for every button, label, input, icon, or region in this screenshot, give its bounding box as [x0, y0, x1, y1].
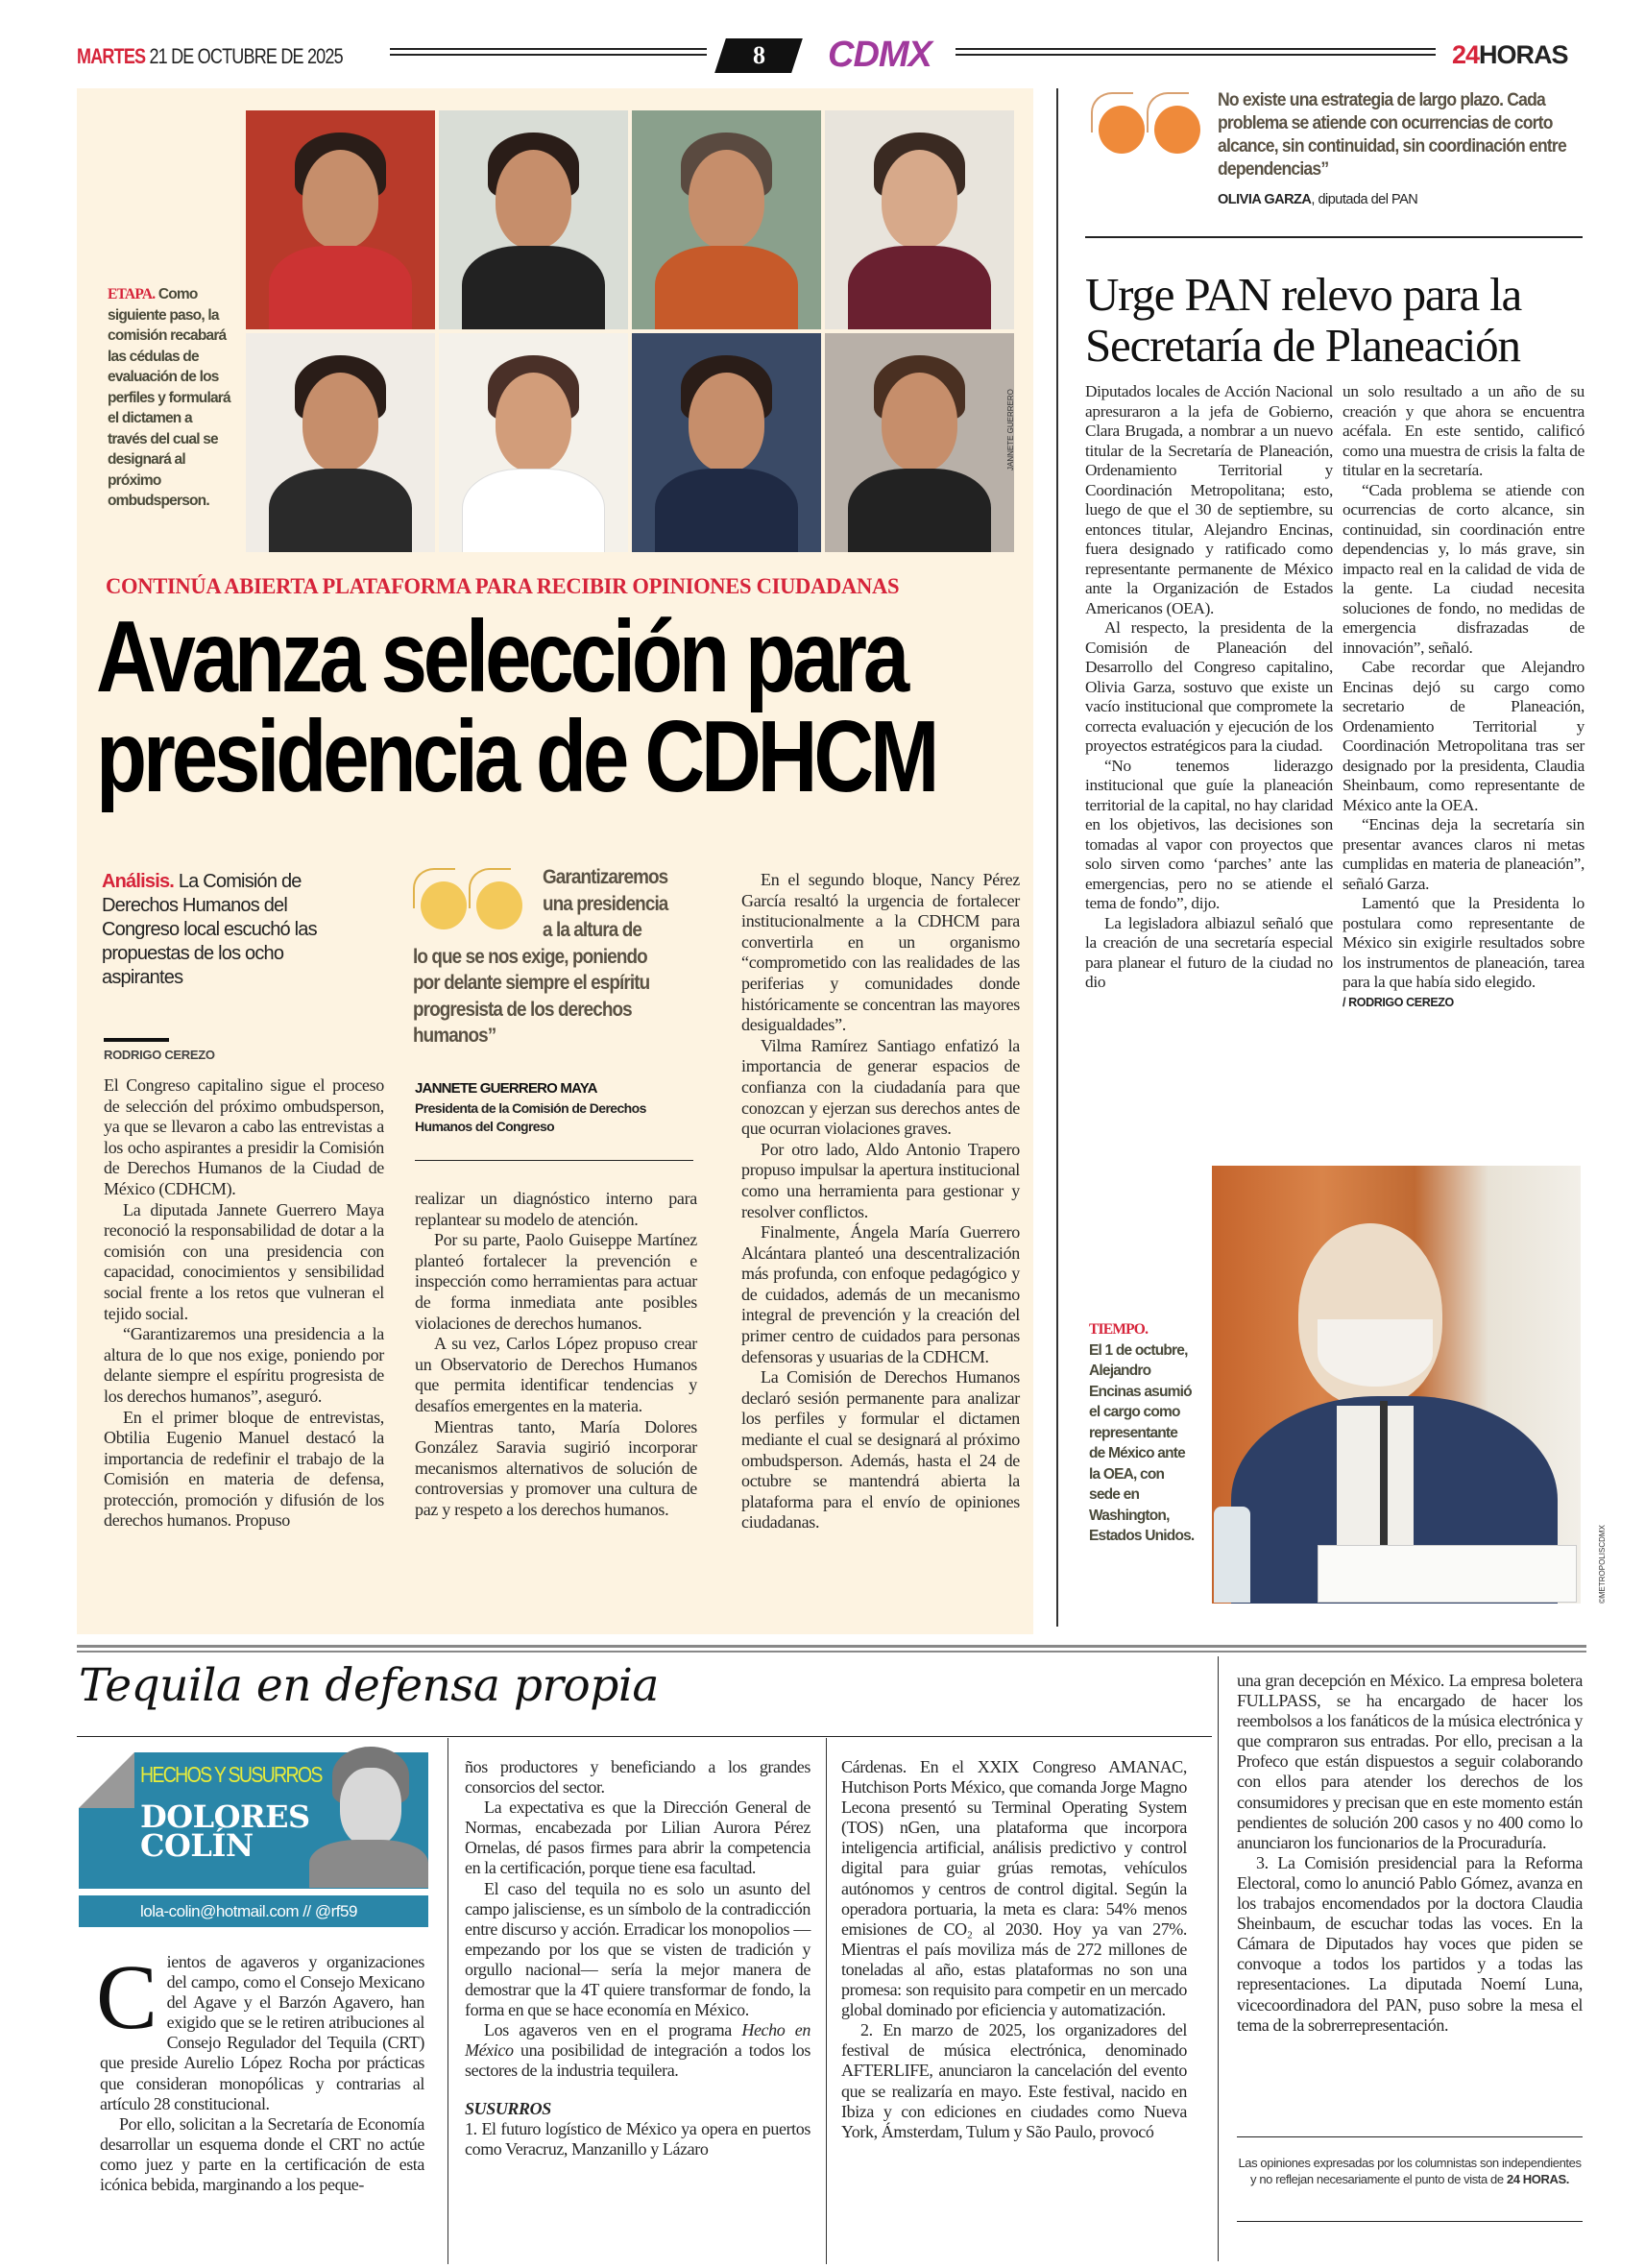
pull-quote-rule: [415, 1160, 693, 1161]
side-pull-quote-text: No existe una estrategia de largo plazo. Cada problema se atiende con ocurrencias de corto alcance, sin continuidad, sin coordinación entre dependencias”: [1218, 89, 1566, 180]
disclaimer: Las opiniones expresadas por los columnistas son independientes y no reflejan necesariamente el punto de vista de 24 HORAS.: [1238, 2156, 1582, 2186]
candidate-photo: [439, 110, 628, 329]
column-divider: [1056, 88, 1058, 1627]
section-separator: [77, 1645, 1586, 1653]
photo-credit: JANNETE GUERRERO: [1006, 389, 1015, 470]
column-divider: [1218, 1656, 1219, 2261]
side-photo-credit: ©METROPOLISCDMX: [1598, 1525, 1607, 1604]
side-pull-quote-attribution: OLIVIA GARZA, diputada del PAN: [1218, 192, 1418, 207]
columnist-name: DOLORES COLÍN: [140, 1798, 310, 1864]
banner-fold: [79, 1752, 134, 1808]
column-text-4: una gran decepción en México. La empresa boletera FULLPASS, se ha encargado de hacer los reembolsos a los fanáticos de la música electrónica y que compraron sus entradas. Por ello, precisan a la Profeco que están dispuestos a seguir colaborando con ellos para atender los derechos de los consumidores y precisan que en este momento están pendientes de solución 200 casos y no 400 como lo anunciaron los funcionarios de la Procuraduría. 3. La Comisión presidencial para la Reforma Electoral, como lo anunció Pablo Gómez, avanza en los trabajos encomendados por la doctora Claudia Sheinbaum, de escuchar todas las voces. En la Cámara de Diputados hay voces que piden se convoque a todos los partidos y a todas las representaciones. La diputada Noemí Luna, vicecoordinadora del PAN, puso sobre la mesa el tema de la sobrerrepresentación.: [1237, 1671, 1583, 2035]
side-photo-caption: TIEMPO. El 1 de octubre, Alejandro Encinas asumió el cargo como representante de México ante la OEA, con sede en Washington, Estados Unidos.: [1089, 1321, 1195, 1544]
columnist-banner: [79, 1752, 428, 1918]
pull-quote-role: Presidenta de la Comisión de Derechos Humanos del Congreso: [415, 1100, 646, 1134]
candidate-photo: [246, 110, 435, 329]
story-byline: RODRIGO CEREZO: [104, 1048, 215, 1062]
candidates-photo-grid: [246, 110, 1014, 552]
pull-quote-name: JANNETE GUERRERO MAYA: [415, 1080, 597, 1097]
column-section-name: HECHOS Y SUSURROS: [140, 1762, 322, 1787]
story-headline: Avanza selección para presidencia de CDHCM: [96, 600, 936, 813]
header-rule-right: [956, 48, 1436, 56]
column-divider: [826, 1738, 827, 2264]
column-text-3: Cárdenas. En el XXIX Congreso AMANAC, Hutchison Ports México, que comanda Jorge Magno Lecona presentó su Terminal Operating System (TOS) nGen, una plataforma que incorpora inteligencia artificial, análisis predictivo y control digital para guiar grúas remotas, vehículos autónomos y centros de control digital. Según la operadora portuaria, la meta es clara: 54% menos emisiones de CO₂ al 2030. Hoy ya van 27%. Mientras el país moviliza más de 272 millones de toneladas al año, estas plataformas no son una promesa: son requisito para competir en un mercado global dominado por eficiencia y automatización. 2. En marzo de 2025, los organizadores del festival de música electrónica, denominado AFTERLIFE, anunciaron la cancelación del evento que se realizaría en mayo. Este festival, nacido en Ibiza y con ediciones en ciudades como Nueva York, Ámsterdam, Tulum y São Paulo, provocó: [841, 1757, 1187, 2141]
side-byline: / RODRIGO CEREZO: [1343, 995, 1454, 1009]
photo-subject-beard: [1318, 1319, 1433, 1387]
side-rule: [1085, 236, 1583, 238]
side-story-headline: Urge PAN relevo para la Secretaría de Planeación: [1085, 268, 1522, 372]
section-name: CDMX: [828, 35, 931, 75]
microphone-icon: [1380, 1401, 1388, 1564]
story-kicker: CONTINÚA ABIERTA PLATAFORMA PARA RECIBIR OPINIONES CIUDADANAS: [106, 574, 900, 598]
columnist-contact[interactable]: lola-colin@hotmail.com // @rf59: [79, 1895, 428, 1927]
byline-rule: [104, 1038, 169, 1042]
candidate-photo: [246, 333, 435, 552]
story-summary: Análisis. La Comisión de Derechos Humanos del Congreso local escuchó las propuestas de los ocho aspirantes: [102, 871, 317, 988]
title-rule: [77, 1736, 1212, 1737]
photo-caption: ETAPA. Como siguiente paso, la comisión recabará las cédulas de evaluación de los perfiles y formulará el dictamen a través del cual se designará al próximo ombudsperson.: [108, 286, 230, 509]
candidate-photo: [825, 333, 1014, 552]
page-number: 8: [714, 38, 803, 73]
columnist-portrait: [309, 1739, 428, 1888]
story-column-3: En el segundo bloque, Nancy Pérez García resaltó la urgencia de fortalecer institucionalmente a la CDHCM para convertirla en un organismo “comprometido con las realidades de las periferias y comunidades donde históricamente se concentran las mayores desigualdades”. Vilma Ramírez Santiago enfatizó la importancia de generar espacios de confianza con la ciudadanía para que conozcan y ejerzan sus derechos antes de que ocurran violaciones graves. Por otro lado, Aldo Antonio Trapero propuso impulsar la apertura institucional como una herramienta para gestionar y resolver conflictos. Finalmente, Ángela María Guerrero Alcántara planteó una descentralización más profunda, con enfoque pedagógico y de cuidados, además de un mecanismo integral de prevención y la creación del primer centro de cuidados para personas defensoras y usuarias de la CDHCM. La Comisión de Derechos Humanos declaró sesión permanente para analizar los perfiles y formular el dictamen mediante el cual se designará al próximo ombudsperson. Además, hasta el 24 de octubre se mantendrá abierta la plataforma para el envío de opiniones ciudadanas.: [741, 870, 1020, 1532]
disclaimer-rule: [1237, 2136, 1583, 2137]
story-column-2: realizar un diagnóstico interno para replantear su modelo de atención. Por su parte, Paolo Guiseppe Martínez planteó fortalecer la prevención e inspección como herramientas para actuar de forma inmediata ante posibles violaciones de derechos humanos. A su vez, Carlos López propuso crear un Observatorio de Derechos Humanos que permita identificar tendencias y desafíos emergentes en la materia. Mientras tanto, María Dolores González Saravia sugirió incorporar mecanismos alternativos de solución de controversias y promover una cultura de paz y respeto a los derechos humanos.: [415, 1189, 697, 1519]
susurros-heading: SUSURROS: [465, 2098, 551, 2118]
quote-marks-icon: [1099, 106, 1200, 154]
newspaper-logo: 24HORAS: [1452, 40, 1568, 69]
name-placard: [1318, 1545, 1577, 1603]
story-column-1: El Congreso capitalino sigue el proceso de selección del próximo ombudsperson, ya que se llevaron a cabo las entrevistas a los ocho aspirantes a presidir la Comisión de Derechos Humanos de la Ciudad de México (CDHCM). La diputada Jannete Guerrero Maya reconoció la responsabilidad de dotar a la comisión con una presidencia con capacidad, conocimientos y sensibilidad social frente a los retos que vulneran el tejido social. “Garantizaremos una presidencia a la altura de lo que nos exige, poniendo por delante siempre el espíritu progresista de los derechos humanos”, aseguró. En el primer bloque de entrevistas, Obtilia Eugenio Manuel destacó la importancia de redefinir el trabajo de la Comisión en materia de defensa, protección, promoción y difusión de los derechos humanos. Propuso: [104, 1075, 384, 1531]
issue-date: [77, 44, 343, 69]
column-text-1: C ientos de agaveros y organizaciones del campo, como el Consejo Mexicano del Agave y el Barzón Agavero, han exigido que se le retiren atribuciones al Consejo Regulador del Tequila (CRT) que preside Aurelio López Rocha por prácticas que consideran monopólicas y contrarias al artículo 28 constitucional. Por ello, solicitan a la Secretaría de Economía desarrollar un esquema donde el CRT no actúe como juez y parte en la certificación de esta icónica bebida, marginando a los peque-: [96, 1945, 424, 2195]
header-rule-left: [390, 48, 707, 56]
disclaimer-rule: [1237, 2221, 1583, 2222]
column-title: Tequila en defensa propia: [79, 1659, 659, 1712]
issue-date-text: 21 DE OCTUBRE DE 2025: [149, 44, 343, 68]
issue-day: MARTES: [77, 44, 146, 68]
column-text-2: ños productores y beneficiando a los grandes consorcios del sector. La expectativa es que la Dirección General de Normas, encabezada por Lilian Aurora Pérez Ornelas, dé pasos firmes para abrir la competencia en la certificación, porque tiene esa facultad. El caso del tequila no es solo un asunto del campo jalisciense, es un símbolo de la contradicción entre discurso y acción. Erradicar los monopolios —empezando por los que se visten de tradición y orgullo nacional— sería la mejor manera de demostrar que la 4T quiere transformar de fondo, la forma en que se hace economía en México. Los agaveros ven en el programa Hecho en México una posibilidad de integración a todos los sectores de la industria tequilera. SUSURROS 1. El futuro logístico de México ya opera en puertos como Veracruz, Manzanillo y Lázaro: [465, 1757, 810, 2159]
candidate-photo: [632, 110, 821, 329]
pull-quote: Garantizaremos una presidencia a la altura de lo que se nos exige, poniendo por delante siempre el espíritu progresista de los derechos humanos”: [413, 866, 668, 1047]
drop-cap: C: [96, 1945, 157, 2048]
candidate-photo: [632, 333, 821, 552]
side-column-2: un solo resultado a un año de su creación y que ahora se encuentra acéfala. En este sentido, calificó como una muestra de crisis la falta de titular en la secretaría. “Cada problema se atiende con ocurrencias de corto alcance, sin continuidad, sin coordinación entre dependencias y, lo más grave, sin impacto real en la calidad de vida de la gente. La ciudad necesita soluciones de fondo, no medidas de emergencia disfrazadas de innovación”, señaló. Cabe recordar que Alejandro Encinas dejó su cargo como secretario de Planeación, Ordenamiento Territorial y Coordinación Metropolitana tras ser designado por la presidenta, Claudia Sheinbaum, como representante de México ante la OEA. “Encinas deja la secretaría sin presentar avances claros ni metas cumplidas en materia de planeación”, señaló Garza. Lamentó que la Presidenta lo postulara como representante de México sin exigirle resultados sobre los instrumentos de planeación, tarea para la que había sido elegido. / RODRIGO CEREZO: [1343, 382, 1585, 1012]
candidate-photo: [439, 333, 628, 552]
encinas-photo: [1212, 1166, 1581, 1604]
candidate-photo: [825, 110, 1014, 329]
side-column-1: Diputados locales de Acción Nacional apresuraron a la jefa de Gobierno, Clara Brugada, a nombrar a un nuevo titular de la Secretaría de Planeación, Ordenamiento Territorial y Coordinación Metropolitana; esto, luego de que el 30 de septiembre, su entonces titular, Alejandro Encinas, fuera designado y ratificado como representante permanente de México ante la Organización de Estados Americanos (OEA). Al respecto, la presidenta de la Comisión de Planeación del Desarrollo del Congreso capitalino, Olivia Garza, sostuvo que existe un vacío institucional que compromete la correcta evaluación y ejecución de los proyectos estratégicos para la ciudad. “No tenemos liderazgo institucional que guíe la planeación territorial de la capital, no hay claridad en los objetivos, las decisiones son tomadas al vapor con proyectos que solo sirven como ‘parches’ ante las emergencias, pero no se atiende el tema de fondo”, dijo. La legisladora albiazul señaló que la creación de una secretaría especial para planear el futuro de la ciudad no dio: [1085, 382, 1333, 991]
water-bottle: [1214, 1507, 1250, 1603]
